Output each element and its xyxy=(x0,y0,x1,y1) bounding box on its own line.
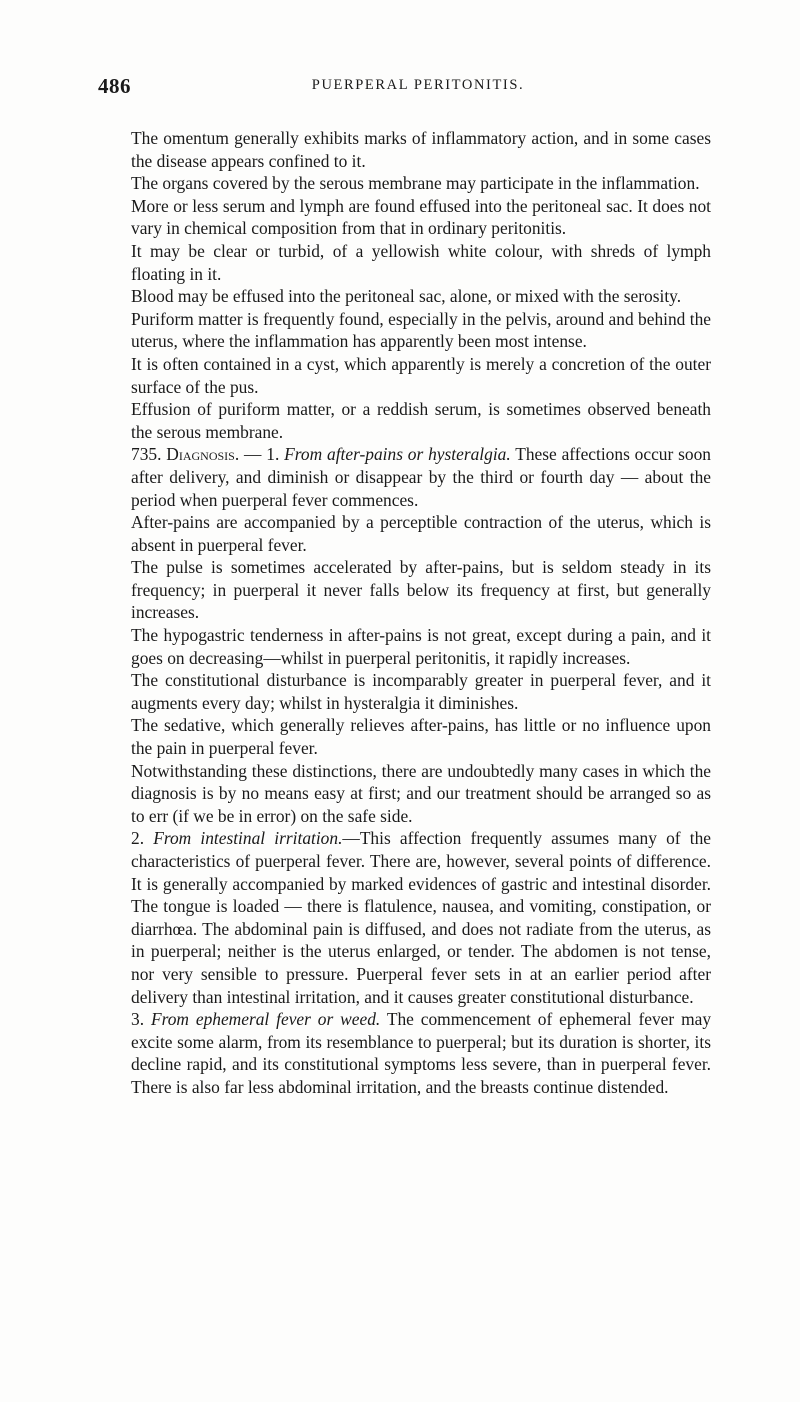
paragraph-notwithstanding: Notwithstanding these distinctions, there are undoubtedly many cases in which the diagnosis is by no means easy at first; and our treatment should be arranged so as to err (if we be in error) on the safe side. xyxy=(131,760,711,826)
paragraph-puriform-matter: Puriform matter is frequently found, especially in the pelvis, around and behind the uterus, where the inflammation has apparently been most intense. xyxy=(131,308,711,352)
section-number: 735. xyxy=(131,444,162,465)
paragraph-hypogastric: The hypogastric tenderness in after-pains is not great, except during a pain, and it goes on decreasing—whilst in puerperal peritonitis, it rapidly increases. xyxy=(131,625,711,668)
paragraph-clear-turbid: It may be clear or turbid, of a yellowish white colour, with shreds of lymph floating in it. xyxy=(131,240,711,284)
subheading-ephemeral-fever: From ephemeral fever or weed. xyxy=(150,1009,381,1030)
paragraph-organs: The organs covered by the serous membrane may participate in the inflammation. xyxy=(131,173,700,194)
intestinal-text: —This affection frequently assumes many of the characteristics of puerperal fever. There are, however, several points of difference. It is generally accompanied by marked evidences of gastric and intestinal disorder. The tongue is loaded — there is flatulence, nausea, and vomiting, constipation, or diarrhœa. The abdominal pain is diffused, and does not radiate from the uterus, as in puerperal; neither is the uterus enlarged, or tender. The abdomen is not tense, nor very sensible to pressure. Puerperal fever sets in at an earlier period after delivery than intestinal irritation, and it causes greater constitutional disturbance. xyxy=(131,828,712,1007)
diagnosis-subheading-after-pains: From after-pains or hysteralgia. xyxy=(284,444,511,465)
paragraph-blood-effused: Blood may be effused into the peritoneal sac, alone, or mixed with the serosity. xyxy=(131,286,682,307)
section-separator: — 1. xyxy=(239,444,285,465)
paragraph-sedative: The sedative, which generally relieves after-pains, has little or no influence upon the pain in puerperal fever. xyxy=(131,715,711,759)
item-number: 2. xyxy=(131,828,154,849)
paragraph-after-pains-contraction: After-pains are accompanied by a perceptible contraction of the uterus, which is absent in puerperal fever. xyxy=(131,512,711,555)
paragraph-serum-lymph: More or less serum and lymph are found effused into the peritoneal sac. It does not vary in chemical composition from that in ordinary peritonitis. xyxy=(131,195,711,239)
paragraph-intestinal-irritation xyxy=(131,827,711,1008)
section-heading: Diagnosis. xyxy=(166,444,240,465)
running-head xyxy=(98,74,738,104)
diagnosis-text: These affections occur soon after delivery, and diminish or disappear by the third or fourth day — about the period when puerperal fever commences. xyxy=(131,444,711,510)
paragraph-omentum: The omentum generally exhibits marks of inflammatory action, and in some cases the disease appears confined to it. xyxy=(131,128,711,171)
paragraph-ephemeral-fever xyxy=(131,1008,711,1098)
paragraph-pulse: The pulse is sometimes accelerated by after-pains, but is seldom steady in its frequency; in puerperal it never falls below its frequency at first, but generally increases. xyxy=(131,557,711,623)
paragraph-diagnosis xyxy=(131,443,711,511)
paragraph-effusion: Effusion of puriform matter, or a reddish serum, is sometimes observed beneath the serous membrane. xyxy=(131,399,711,442)
paragraph-cyst: It is often contained in a cyst, which apparently is merely a concretion of the outer surface of the pus. xyxy=(131,353,711,397)
body-text xyxy=(131,127,711,1099)
page-number: 486 xyxy=(98,74,131,98)
running-title: PUERPERAL PERITONITIS. xyxy=(311,77,525,93)
ephemeral-text: The commencement of ephemeral fever may excite some alarm, from its resemblance to puerperal; but its duration is shorter, its decline rapid, and its constitutional symptoms less severe, than in puerperal fever. There is also far less abdominal irritation, and the breasts continue distended. xyxy=(131,1009,712,1097)
subheading-intestinal-irritation: From intestinal irritation. xyxy=(153,828,343,849)
item-number: 3. xyxy=(131,1009,151,1030)
paragraph-constitutional: The constitutional disturbance is incomparably greater in puerperal fever, and it augments every day; whilst in hysteralgia it diminishes. xyxy=(131,670,711,713)
